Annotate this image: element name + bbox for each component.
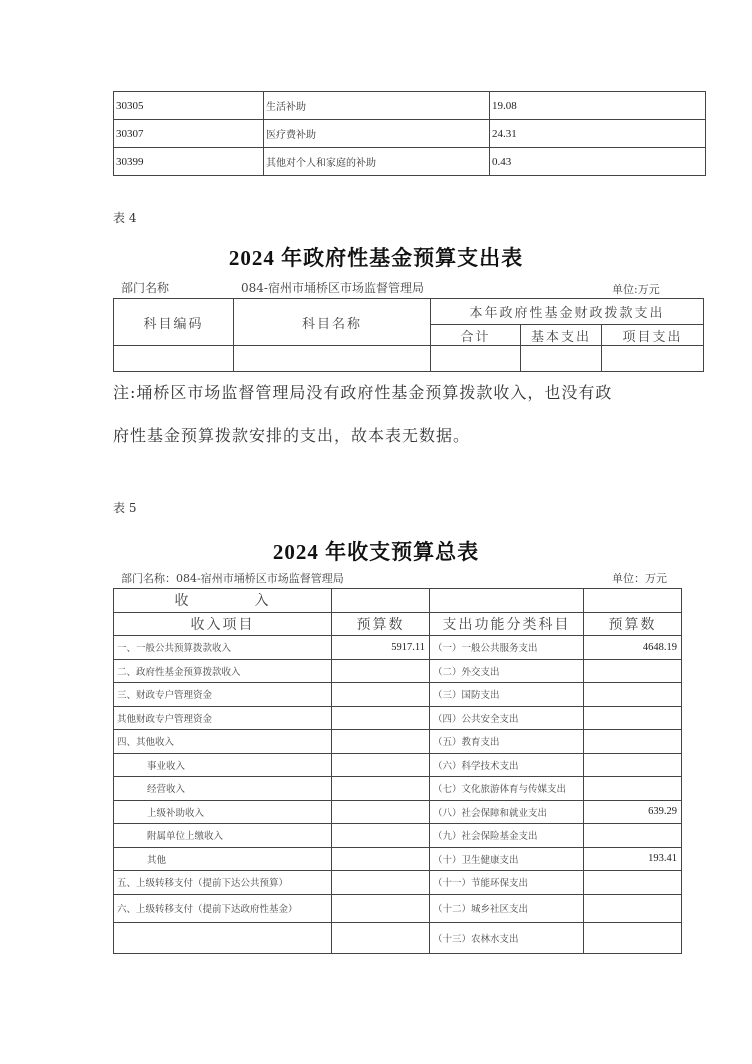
table-row <box>114 730 682 754</box>
note-line-1: 注:埇桥区市场监督管理局没有政府性基金预算拨款收入，也没有政 <box>113 383 613 402</box>
income-item: 事业收入 <box>114 753 332 777</box>
income-item: 二、政府性基金预算拨款收入 <box>114 659 332 683</box>
table-row <box>114 800 682 824</box>
table-row <box>114 636 682 660</box>
income-item: 五、上级转移支付（提前下达公共预算） <box>114 871 332 895</box>
expense-item: （三）国防支出 <box>430 683 584 707</box>
income-amount <box>332 777 430 801</box>
expense-item: （七）文化旅游体育与传媒支出 <box>430 777 584 801</box>
table4-title: 2024 年政府性基金预算支出表 <box>228 246 524 270</box>
expense-amount: 4648.19 <box>584 636 682 660</box>
table4-label: 表 4 <box>113 211 137 225</box>
table-row <box>114 346 704 372</box>
expense-item: （四）公共安全支出 <box>430 706 584 730</box>
expense-item: （十一）节能环保支出 <box>430 871 584 895</box>
income-item: 其他财政专户管理资金 <box>114 706 332 730</box>
empty-cell <box>234 346 431 372</box>
table-row <box>114 894 682 922</box>
table-row <box>114 92 706 120</box>
expense-item: （一）一般公共服务支出 <box>430 636 584 660</box>
subject-code: 30307 <box>114 120 264 148</box>
subject-name: 医疗费补助 <box>264 120 490 148</box>
amount: 0.43 <box>490 148 706 176</box>
table-row <box>114 753 682 777</box>
table-row <box>114 777 682 801</box>
income-amount <box>332 730 430 754</box>
income-amount <box>332 683 430 707</box>
income-item: 上级补助收入 <box>114 800 332 824</box>
header-income-item: 收入项目 <box>114 612 332 636</box>
expense-item: （十二）城乡社区支出 <box>430 894 584 922</box>
expense-item: （八）社会保障和就业支出 <box>430 800 584 824</box>
table3-continuation <box>113 91 706 176</box>
expense-amount <box>584 706 682 730</box>
income-item: 经营收入 <box>114 777 332 801</box>
expense-item: （五）教育支出 <box>430 730 584 754</box>
table-row <box>114 148 706 176</box>
income-amount <box>332 659 430 683</box>
subject-name: 其他对个人和家庭的补助 <box>264 148 490 176</box>
header-income: 收 入 <box>114 589 332 613</box>
expense-amount <box>584 777 682 801</box>
table-row <box>114 659 682 683</box>
expense-item: （十）卫生健康支出 <box>430 847 584 871</box>
income-item: 附属单位上缴收入 <box>114 824 332 848</box>
header-project-expense: 项目支出 <box>602 325 704 346</box>
table-row <box>114 922 682 953</box>
header-basic-expense: 基本支出 <box>521 325 602 346</box>
income-item: 其他 <box>114 847 332 871</box>
income-amount <box>332 922 430 953</box>
expense-item: （十三）农林水支出 <box>430 922 584 953</box>
table-row <box>114 847 682 871</box>
note-line-2: 府性基金预算拨款安排的支出，故本表无数据。 <box>113 426 471 445</box>
subject-code: 30399 <box>114 148 264 176</box>
table-row <box>114 871 682 895</box>
empty-cell <box>332 589 430 613</box>
empty-cell <box>521 346 602 372</box>
government-fund-expense-table <box>113 298 704 372</box>
income-item: 六、上级转移支付（提前下达政府性基金） <box>114 894 332 922</box>
dept-name: 084-宿州市埇桥区市场监督管理局 <box>241 281 424 295</box>
income-amount <box>332 706 430 730</box>
header-income-budget: 预算数 <box>332 612 430 636</box>
table-row <box>114 683 682 707</box>
table-row <box>114 824 682 848</box>
income-amount <box>332 800 430 824</box>
income-amount <box>332 824 430 848</box>
expense-amount <box>584 659 682 683</box>
dept-name: 部门名称：084-宿州市埇桥区市场监督管理局 <box>121 572 344 585</box>
header-expense-item: 支出功能分类科目 <box>430 612 584 636</box>
empty-cell <box>584 589 682 613</box>
empty-cell <box>114 346 234 372</box>
header-subject-name: 科目名称 <box>234 299 431 346</box>
income-item: 一、一般公共预算拨款收入 <box>114 636 332 660</box>
expense-amount <box>584 871 682 895</box>
table-row <box>114 706 682 730</box>
income-amount <box>332 894 430 922</box>
expense-amount <box>584 894 682 922</box>
expense-amount <box>584 922 682 953</box>
dept-label: 部门名称 <box>121 281 170 295</box>
table-row <box>114 120 706 148</box>
expense-amount <box>584 824 682 848</box>
header-expense-budget: 预算数 <box>584 612 682 636</box>
empty-cell <box>431 346 521 372</box>
amount: 19.08 <box>490 92 706 120</box>
subject-code: 30305 <box>114 92 264 120</box>
table5-label: 表 5 <box>113 501 137 515</box>
income-amount <box>332 847 430 871</box>
expense-item: （六）科学技术支出 <box>430 753 584 777</box>
income-amount <box>332 753 430 777</box>
subject-name: 生活补助 <box>264 92 490 120</box>
expense-item: （二）外交支出 <box>430 659 584 683</box>
empty-cell <box>602 346 704 372</box>
income-amount: 5917.11 <box>332 636 430 660</box>
income-item: 四、其他收入 <box>114 730 332 754</box>
header-total: 合计 <box>431 325 521 346</box>
income-item: 三、财政专户管理资金 <box>114 683 332 707</box>
budget-summary-table <box>113 588 682 954</box>
header-subject-code: 科目编码 <box>114 299 234 346</box>
expense-amount <box>584 753 682 777</box>
expense-amount: 193.41 <box>584 847 682 871</box>
amount: 24.31 <box>490 120 706 148</box>
expense-item: （九）社会保险基金支出 <box>430 824 584 848</box>
empty-cell <box>430 589 584 613</box>
unit-label: 单位：万元 <box>612 572 667 585</box>
expense-amount <box>584 730 682 754</box>
expense-amount: 639.29 <box>584 800 682 824</box>
table5-title: 2024 年收支预算总表 <box>272 540 480 564</box>
expense-amount <box>584 683 682 707</box>
income-item <box>114 922 332 953</box>
unit-label: 单位:万元 <box>612 283 660 296</box>
header-fund-expense-group: 本年政府性基金财政拨款支出 <box>431 299 704 325</box>
income-amount <box>332 871 430 895</box>
